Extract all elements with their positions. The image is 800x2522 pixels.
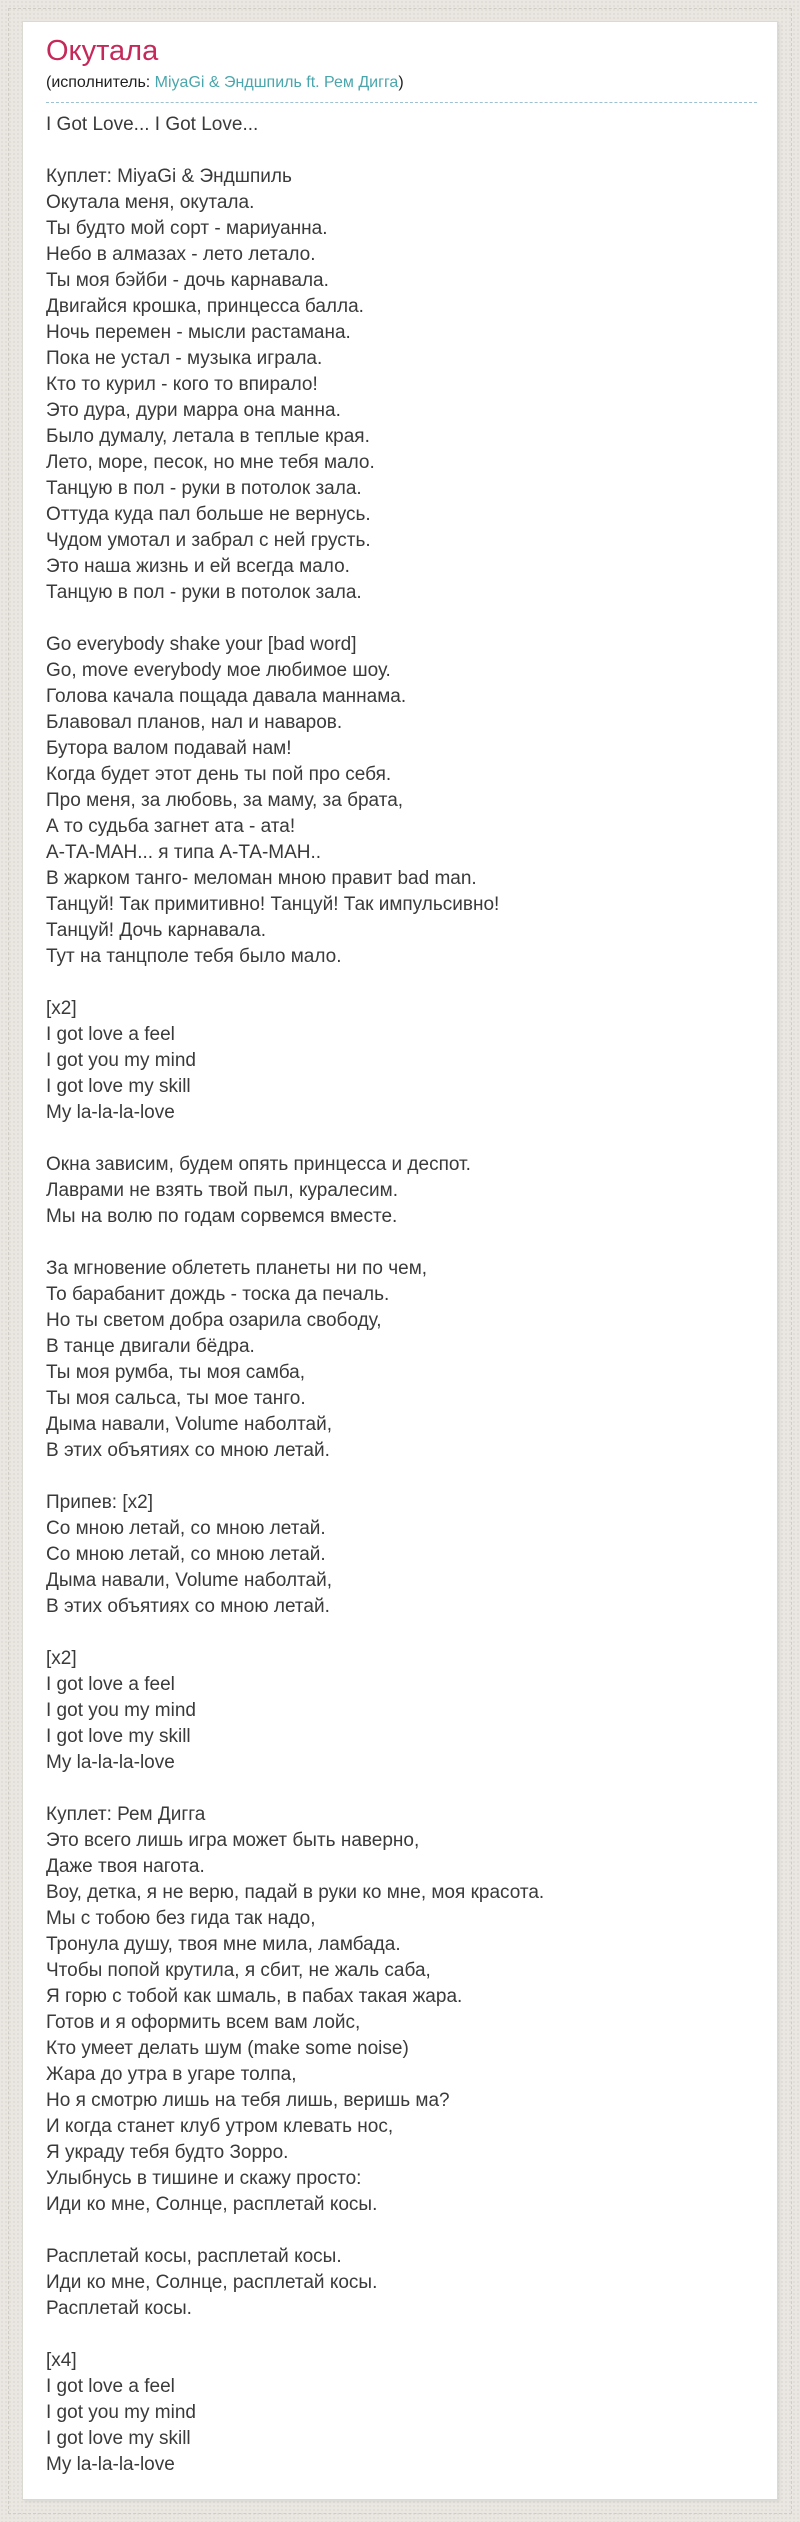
stanza [46,164,757,606]
lyric-line: Танцуй! Так примитивно! Танцуй! Так импульсивно! [46,894,500,916]
stanza [46,112,757,138]
lyric-line: Танцую в пол - руки в потолок зала. [46,582,362,604]
stanza [46,632,757,970]
lyric-line: Бутора валом подавай нам! [46,738,292,760]
lyric-line: Куплет: MiyaGi & Эндшпиль [46,166,292,188]
lyric-line: Небо в алмазах - лето летало. [46,244,316,266]
lyric-line: Танцую в пол - руки в потолок зала. [46,478,362,500]
stanza [46,1152,757,1230]
lyric-line: Но я смотрю лишь на тебя лишь, веришь ма? [46,2090,450,2112]
lyric-line: Кто умеет делать шум (make some noise) [46,2038,409,2060]
lyric-line: My la-la-la-love [46,1102,175,1124]
lyric-line: Голова качала пощада давала маннама. [46,686,407,708]
lyric-line: Даже твоя нагота. [46,1856,205,1878]
lyric-line: Расплетай косы. [46,2298,192,2320]
lyric-line: I got you my mind [46,1700,196,1722]
artist-label-prefix: (исполнитель: [46,74,155,92]
stanza [46,2244,757,2322]
artist-subtitle [46,73,757,103]
lyric-line: Куплет: Рем Дигга [46,1804,206,1826]
stanza [46,1646,757,1776]
lyric-line: Блавовал планов, нал и наваров. [46,712,343,734]
lyric-line: I got love a feel [46,1674,175,1696]
lyric-line: Это наша жизнь и ей всегда мало. [46,556,350,578]
lyric-line: Двигайся крошка, принцесса балла. [46,296,364,318]
lyric-line: А то судьба загнет ата - ата! [46,816,296,838]
stanza [46,996,757,1126]
lyric-line: За мгновение облететь планеты ни по чем, [46,1258,428,1280]
lyric-line: Танцуй! Дочь карнавала. [46,920,266,942]
artist-link[interactable]: MiyaGi & Эндшпиль ft. Рем Дигга [154,74,399,92]
lyric-line: Пока не устал - музыка играла. [46,348,323,370]
lyric-line: I Got Love... I Got Love... [46,114,259,136]
lyric-line: I got love a feel [46,1024,175,1046]
lyric-line: I got love my skill [46,1726,191,1748]
lyric-line: Иди ко мне, Солнце, расплетай косы. [46,2272,378,2294]
lyric-line: В этих объятиях со мною летай. [46,1596,330,1618]
lyric-line: Ты будто мой сорт - мариуанна. [46,218,328,240]
lyric-line: Чудом умотал и забрал с ней грусть. [46,530,371,552]
lyric-line: Ночь перемен - мысли растамана. [46,322,351,344]
lyric-line: Go, move everybody мое любимое шоу. [46,660,391,682]
lyric-line: I got love a feel [46,2376,175,2398]
lyric-line: Оттуда куда пал больше не вернусь. [46,504,371,526]
lyric-line: Припев: [x2] [46,1492,153,1514]
lyric-line: Улыбнусь в тишине и скажу просто: [46,2168,362,2190]
lyric-line: Я украду тебя будто Зорро. [46,2142,289,2164]
stanza [46,1802,757,2218]
lyrics-text [46,112,757,2478]
lyric-line: Но ты светом добра озарила свободу, [46,1310,382,1332]
lyric-line: Было думалу, летала в теплые края. [46,426,370,448]
lyric-line: Окна зависим, будем опять принцесса и деспот. [46,1154,471,1176]
lyric-line: My la-la-la-love [46,2454,175,2476]
lyric-line: Мы на волю по годам сорвемся вместе. [46,1206,398,1228]
lyric-line: Тут на танцполе тебя было мало. [46,946,342,968]
lyric-line: I got you my mind [46,1050,196,1072]
lyric-line: [x2] [46,1648,77,1670]
lyric-line: А-ТА-МАН... я типа А-ТА-МАН.. [46,842,322,864]
lyric-line: В танце двигали бёдра. [46,1336,255,1358]
stanza [46,1256,757,1464]
lyric-line: Лаврами не взять твой пыл, куралесим. [46,1180,399,1202]
lyric-line: Ты моя бэйби - дочь карнавала. [46,270,329,292]
lyric-line: [x2] [46,998,77,1020]
stanza [46,2348,757,2478]
lyric-line: I got love my skill [46,2428,191,2450]
song-title: Окутала [46,35,159,67]
lyric-line: Со мною летай, со мною летай. [46,1518,326,1540]
lyric-line: Окутала меня, окутала. [46,192,255,214]
lyric-line: Я горю с тобой как шмаль, в пабах такая жара. [46,1986,463,2008]
lyric-line: Ты моя сальса, ты мое танго. [46,1388,306,1410]
lyric-line: Это всего лишь игра может быть наверно, [46,1830,420,1852]
lyric-line: Готов и я оформить всем вам лойс, [46,2012,361,2034]
lyric-line: То барабанит дождь - тоска да печаль. [46,1284,390,1306]
lyric-line: Когда будет этот день ты пой про себя. [46,764,392,786]
lyric-line: Иди ко мне, Солнце, расплетай косы. [46,2194,378,2216]
lyric-line: Со мною летай, со мною летай. [46,1544,326,1566]
lyric-line: Ты моя румба, ты моя самба, [46,1362,306,1384]
lyric-line: [x4] [46,2350,77,2372]
lyric-line: Это дура, дури марра она манна. [46,400,341,422]
lyric-line: Расплетай косы, расплетай косы. [46,2246,342,2268]
lyric-line: И когда станет клуб утром клевать нос, [46,2116,394,2138]
lyric-line: Жара до утра в угаре толпа, [46,2064,297,2086]
artist-label-suffix: ) [398,74,404,92]
lyric-line: Мы с тобою без гида так надо, [46,1908,316,1930]
lyrics-card [22,21,778,2500]
lyric-line: В этих объятиях со мною летай. [46,1440,330,1462]
lyric-line: I got love my skill [46,1076,191,1098]
stanza [46,1490,757,1620]
lyric-line: I got you my mind [46,2402,196,2424]
lyric-line: My la-la-la-love [46,1752,175,1774]
lyric-line: Дыма навали, Volume наболтай, [46,1414,332,1436]
lyric-line: Про меня, за любовь, за маму, за брата, [46,790,404,812]
lyric-line: Воу, детка, я не верю, падай в руки ко мне, моя красота. [46,1882,545,1904]
lyric-line: Чтобы попой крутила, я сбит, не жаль саба, [46,1960,431,1982]
lyric-line: Кто то курил - кого то впирало! [46,374,318,396]
lyric-line: Go everybody shake your [bad word] [46,634,357,656]
lyric-line: Лето, море, песок, но мне тебя мало. [46,452,375,474]
lyric-line: В жарком танго- меломан мною правит bad man. [46,868,477,890]
lyric-line: Дыма навали, Volume наболтай, [46,1570,332,1592]
lyric-line: Тронула душу, твоя мне мила, ламбада. [46,1934,401,1956]
